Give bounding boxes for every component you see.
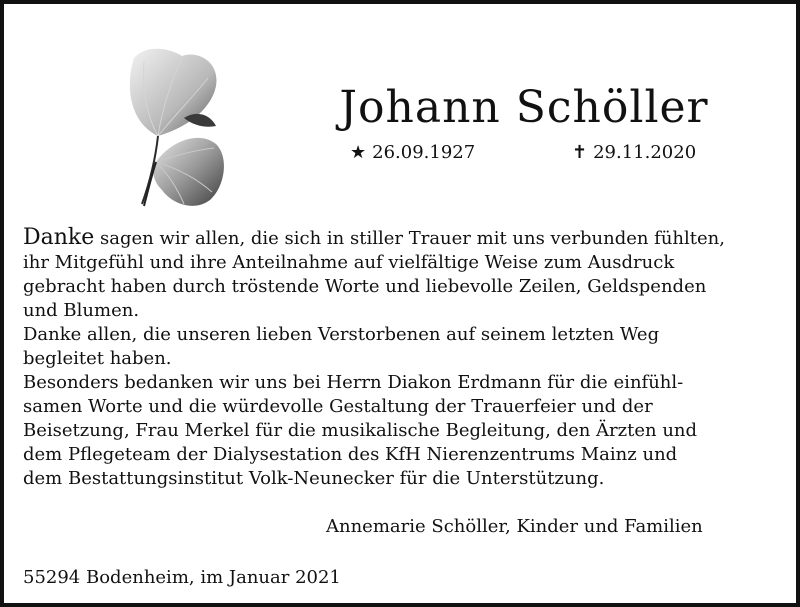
- life-dates: [350, 140, 710, 166]
- text-line: dem Bestattungsinstitut Volk-Neunecker für die Unterstützung.: [23, 468, 605, 489]
- death-date: [572, 140, 696, 166]
- ginkgo-leaf-icon: [112, 44, 232, 212]
- birth-date-value: 26.09.1927: [372, 142, 476, 163]
- text-line: ihr Mitgefühl und ihre Anteilnahme auf vielfältige Weise zum Ausdruck: [23, 252, 675, 273]
- place-and-date: 55294 Bodenheim, im Januar 2021: [23, 567, 341, 588]
- text-line: Danke allen, die unseren lieben Verstorbenen auf seinem letzten Weg: [23, 324, 660, 345]
- text-line: begleitet haben.: [23, 348, 172, 369]
- text-line: gebracht haben durch tröstende Worte und liebevolle Zeilen, Geldspenden: [23, 276, 707, 297]
- text-line: samen Worte und die würdevolle Gestaltung der Trauerfeier und der: [23, 396, 653, 417]
- birth-date: [350, 140, 475, 166]
- text-line: Beisetzung, Frau Merkel für die musikalische Begleitung, den Ärzten und: [23, 420, 698, 441]
- signature: Annemarie Schöller, Kinder und Familien: [326, 516, 703, 537]
- cross-icon: ✝: [572, 142, 588, 163]
- text-line-1: sagen wir allen, die sich in stiller Trauer mit uns verbunden fühlten,: [94, 228, 725, 249]
- text-line: [23, 226, 793, 251]
- deceased-name: Johann Schöller: [339, 82, 709, 133]
- text-line: dem Pflegeteam der Dialysestation des KfH Nierenzentrums Mainz und: [23, 444, 678, 465]
- thank-you-text: [23, 226, 793, 491]
- star-icon: ★: [350, 142, 367, 163]
- text-line: Besonders bedanken wir uns bei Herrn Diakon Erdmann für die einfühl-: [23, 372, 684, 393]
- death-date-value: 29.11.2020: [593, 142, 697, 163]
- text-line: und Blumen.: [23, 300, 140, 321]
- lead-word: Danke: [23, 225, 95, 250]
